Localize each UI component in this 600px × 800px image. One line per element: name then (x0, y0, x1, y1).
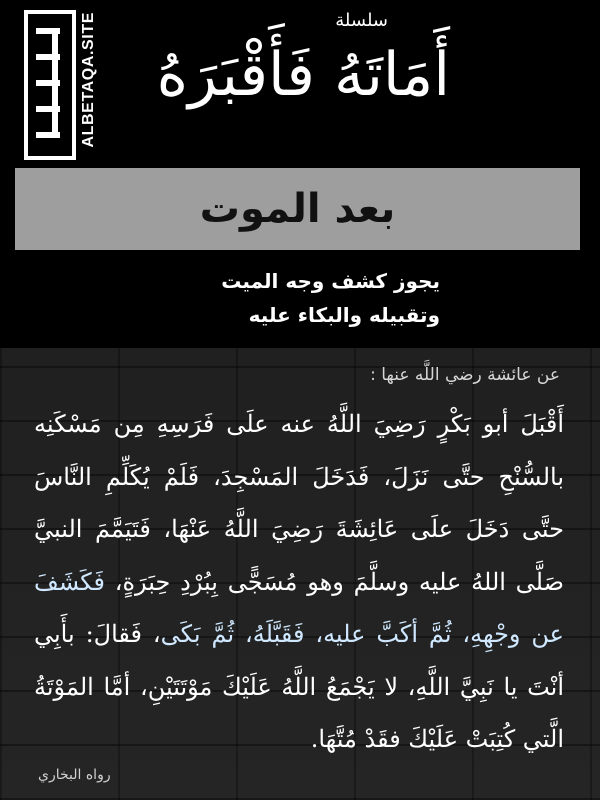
subtitle (100, 264, 440, 332)
hadith-highlight: فَكَشَفَ عن وجْهِهِ، ثُمَّ أكَبَّ عليه، فَقَبَّلَهُ، ثُمَّ بَكَى (34, 567, 564, 648)
series-label: سلسلة (335, 10, 388, 31)
page-title: بعد الموت (199, 186, 396, 232)
hadith-text (34, 398, 564, 766)
subtitle-line-2: وتقبيله والبكاء عليه (248, 303, 440, 327)
albetaqa-logo-icon (24, 10, 76, 160)
hadith-part-1: أَقْبَلَ أبو بَكْرٍ رَضِيَ اللَّهُ عنه علَى فَرَسِهِ مِن مَسْكَنِه بالسُّنْحِ حتَّى نَزَلَ، فَدَخَلَ المَسْجِدَ، فَلَمْ يُكَلِّمِ النَّاسَ حتَّى دَخَلَ علَى عَائِشَةَ رَضِيَ اللَّهُ عَنْهَا، فَتَيَمَّمَ النبيَّ صَلَّى اللهُ عليه وسلَّمَ وهو مُسَجًّى بِبُرْدِ حِبَرَةٍ، (34, 410, 564, 596)
hadith-source: رواه البخاري (38, 767, 111, 783)
site-url: ALBETAQA.SITE (80, 12, 97, 148)
subtitle-line-1: يجوز كشف وجه الميت (221, 269, 440, 293)
site-logo (24, 10, 116, 160)
hadith-part-3: ، فَقالَ: بأَبِي أنْتَ يا نَبِيَّ اللَّهِ، لا يَجْمَعُ اللَّهُ عَلَيْكَ مَوْتَتَيْنِ، أمَّا المَوْتَةُ الَّتي كُتِبَتْ عَلَيْكَ فقَدْ مُتَّهَا. (34, 620, 564, 753)
heading-box (15, 168, 580, 250)
hadith-intro: عن عائشة رضي اللَّه عنها : (370, 365, 560, 385)
series-title: أَمَاتَهُ فَأَقْبَرَهُ (156, 40, 450, 110)
